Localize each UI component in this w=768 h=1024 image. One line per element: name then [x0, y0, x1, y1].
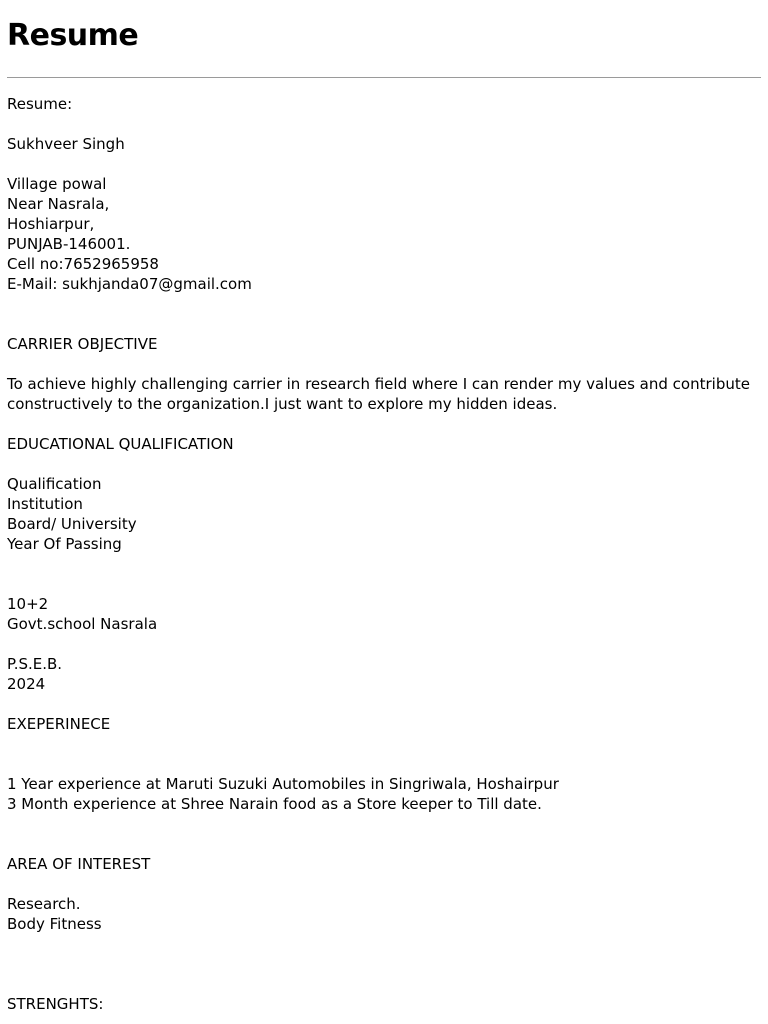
experience-item-1: 1 Year experience at Maruti Suzuki Automobiles in Singriwala, Hoshairpur — [7, 775, 559, 793]
objective-heading: CARRIER OBJECTIVE — [7, 335, 158, 353]
address-line-1: Village powal — [7, 175, 107, 193]
interest-item-1: Research. — [7, 895, 81, 913]
interests-heading: AREA OF INTEREST — [7, 855, 151, 873]
phone-number: Cell no:7652965958 — [7, 255, 159, 273]
address-line-4: PUNJAB-146001. — [7, 235, 131, 253]
education-col-year: Year Of Passing — [7, 535, 122, 553]
education-institution: Govt.school Nasrala — [7, 615, 158, 633]
education-board: P.S.E.B. — [7, 655, 63, 673]
intro-label: Resume: — [7, 95, 73, 113]
page-title: Resume — [7, 18, 139, 53]
candidate-name: Sukhveer Singh — [7, 135, 125, 153]
education-col-board: Board/ University — [7, 515, 137, 533]
title-divider — [7, 77, 761, 78]
resume-body — [7, 94, 761, 1014]
experience-heading: EXEPERINECE — [7, 715, 111, 733]
interest-item-2: Body Fitness — [7, 915, 102, 933]
address-line-3: Hoshiarpur, — [7, 215, 95, 233]
strengths-heading: STRENGHTS: — [7, 995, 104, 1013]
objective-text: To achieve highly challenging carrier in research field where I can render my values and contribute constructively to the organization.I just want to explore my hidden ideas. — [7, 375, 750, 413]
education-col-qualification: Qualification — [7, 475, 102, 493]
education-heading: EDUCATIONAL QUALIFICATION — [7, 435, 234, 453]
education-year: 2024 — [7, 675, 46, 693]
education-qualification: 10+2 — [7, 595, 49, 613]
experience-item-2: 3 Month experience at Shree Narain food as a Store keeper to Till date. — [7, 795, 542, 813]
address-line-2: Near Nasrala, — [7, 195, 110, 213]
education-col-institution: Institution — [7, 495, 83, 513]
email-address: E-Mail: sukhjanda07@gmail.com — [7, 275, 252, 293]
